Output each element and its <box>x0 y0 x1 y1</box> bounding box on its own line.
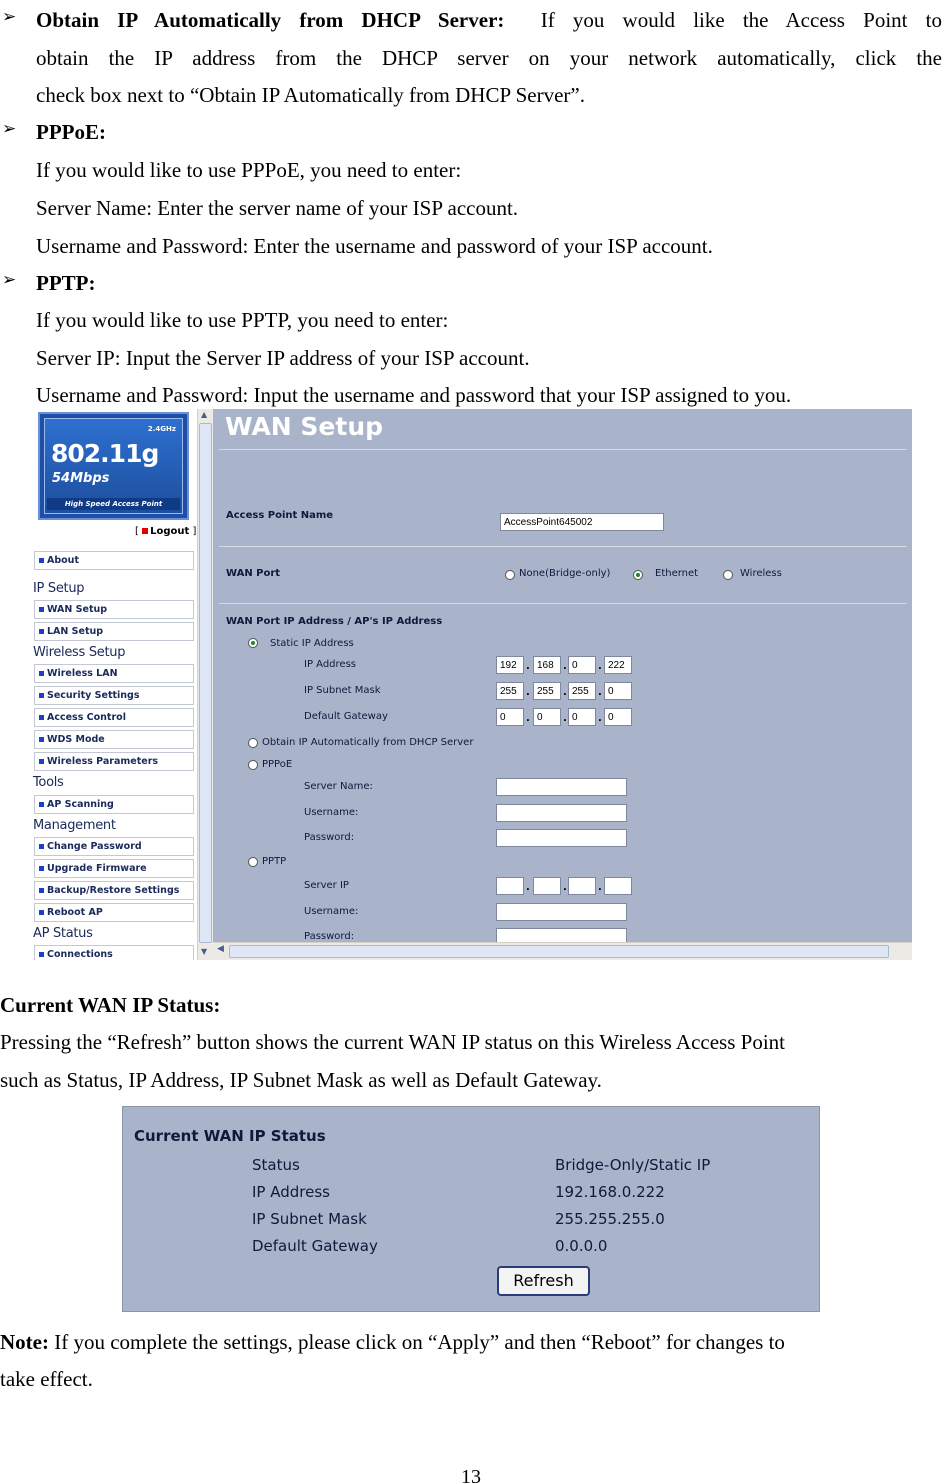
sidebar-scrollbar[interactable] <box>197 409 213 960</box>
password-label: Password: <box>304 832 355 843</box>
gateway-octet-2[interactable] <box>533 708 561 726</box>
wan-port-wireless-radio[interactable] <box>723 570 733 580</box>
wan-port-wireless-label: Wireless <box>740 568 782 579</box>
subnet-octet-2[interactable] <box>533 682 561 700</box>
ip-dot: . <box>526 713 530 724</box>
ip-dot: . <box>563 687 567 698</box>
ip-dot: . <box>598 882 602 893</box>
ip-address-octet-3[interactable] <box>568 656 596 674</box>
page-number: 13 <box>461 1466 481 1484</box>
pppoe-intro: If you would like to use PPPoE, you need to enter: <box>36 158 462 182</box>
logout-icon <box>142 528 148 534</box>
username-label: Username: <box>304 807 359 818</box>
square-bullet-icon <box>39 844 44 849</box>
square-bullet-icon <box>39 715 44 720</box>
status-row-value: Bridge-Only/Static IP <box>555 1156 711 1174</box>
logo <box>38 412 189 520</box>
sidebar-section-ip-setup: IP Setup <box>33 581 85 596</box>
status-row-label: Default Gateway <box>252 1237 378 1255</box>
subnet-label: IP Subnet Mask <box>304 685 381 696</box>
pppoe-userpass: Username and Password: Enter the username and password of your ISP account. <box>36 234 713 258</box>
status-paragraph-line-2: such as Status, IP Address, IP Subnet Mask as well as Default Gateway. <box>0 1068 602 1092</box>
sidebar-section-management: Management <box>33 818 116 833</box>
status-paragraph-line-1: Pressing the “Refresh” button shows the current WAN IP status on this Wireless Access Point <box>0 1030 785 1054</box>
wan-setup-title: WAN Setup <box>225 412 384 441</box>
wan-setup-screenshot <box>31 409 912 960</box>
subnet-octet-3[interactable] <box>568 682 596 700</box>
sidebar-item-upgrade-firmware[interactable]: Upgrade Firmware <box>34 859 194 878</box>
ip-address-octet-1[interactable] <box>496 656 524 674</box>
gateway-octet-1[interactable] <box>496 708 524 726</box>
note-line-1: Note: If you complete the settings, please click on “Apply” and then “Reboot” for changes to <box>0 1330 785 1354</box>
subnet-octet-1[interactable] <box>496 682 524 700</box>
ip-dot: . <box>598 713 602 724</box>
password-input[interactable] <box>496 829 627 847</box>
pppoe-server: Server Name: Enter the server name of your ISP account. <box>36 196 519 220</box>
pppoe-option-label: PPPoE <box>262 759 293 770</box>
pptp-intro: If you would like to use PPTP, you need to enter: <box>36 308 449 332</box>
server-name-input[interactable] <box>496 778 627 796</box>
status-row-label: IP Address <box>252 1183 330 1201</box>
square-bullet-icon <box>39 558 44 563</box>
pppoe-radio[interactable] <box>248 760 258 770</box>
static-ip-label: Static IP Address <box>270 638 354 649</box>
content-scroll-thumb[interactable] <box>229 945 889 958</box>
square-bullet-icon <box>39 952 44 957</box>
sidebar-item-wds-mode[interactable]: WDS Mode <box>34 730 194 749</box>
ip-dot: . <box>598 687 602 698</box>
status-row-value: 0.0.0.0 <box>555 1237 608 1255</box>
logo-ghz: 2.4GHz <box>147 425 176 433</box>
pptp-username-label: Username: <box>304 906 359 917</box>
sidebar-item-access-control[interactable]: Access Control <box>34 708 194 727</box>
logo-tagline: High Speed Access Point <box>47 498 180 510</box>
ap-name-label: Access Point Name <box>226 510 334 521</box>
wan-port-label: WAN Port <box>226 568 281 579</box>
dhcp-paragraph-line-2: obtain the IP address from the DHCP server on your network automatically, click the <box>36 46 942 70</box>
refresh-button[interactable]: Refresh <box>497 1266 590 1296</box>
pppoe-heading: PPPoE: <box>36 120 106 144</box>
wan-port-ethernet-radio[interactable] <box>633 570 643 580</box>
pptp-heading: PPTP: <box>36 271 96 295</box>
square-bullet-icon <box>39 607 44 612</box>
wan-setup-content <box>213 409 912 960</box>
status-row-value: 192.168.0.222 <box>555 1183 665 1201</box>
dhcp-heading: Obtain IP Automatically from DHCP Server: <box>36 8 505 32</box>
sidebar-section-wireless-setup: Wireless Setup <box>33 645 126 660</box>
dhcp-radio[interactable] <box>248 738 258 748</box>
sidebar <box>31 409 197 960</box>
wan-port-none-label: None(Bridge-only) <box>519 568 611 579</box>
sidebar-item-wireless-parameters[interactable]: Wireless Parameters <box>34 752 194 771</box>
square-bullet-icon <box>39 671 44 676</box>
square-bullet-icon <box>39 802 44 807</box>
square-bullet-icon <box>39 910 44 915</box>
ip-address-octet-4[interactable] <box>604 656 632 674</box>
static-ip-radio[interactable] <box>248 638 258 648</box>
pptp-radio[interactable] <box>248 857 258 867</box>
wan-port-none-radio[interactable] <box>505 570 515 580</box>
server-ip-octet-3[interactable] <box>568 877 596 895</box>
pptp-option-label: PPTP <box>262 856 287 867</box>
scroll-down-icon[interactable]: ▼ <box>201 947 208 956</box>
dhcp-option-label: Obtain IP Automatically from DHCP Server <box>262 737 474 748</box>
ip-dot: . <box>563 713 567 724</box>
server-name-label: Server Name: <box>304 781 373 792</box>
square-bullet-icon <box>39 759 44 764</box>
wan-port-ethernet-label: Ethernet <box>655 568 699 579</box>
username-input[interactable] <box>496 804 627 822</box>
sidebar-scroll-thumb[interactable] <box>199 423 212 943</box>
sidebar-section-tools: Tools <box>33 775 64 790</box>
dhcp-paragraph-line-1 <box>36 7 942 33</box>
status-panel-title: Current WAN IP Status <box>134 1127 326 1145</box>
square-bullet-icon <box>39 888 44 893</box>
sidebar-item-backup-restore[interactable]: Backup/Restore Settings <box>34 881 194 900</box>
note-line-2: take effect. <box>0 1367 93 1391</box>
dhcp-paragraph-line-3: check box next to “Obtain IP Automatically from DHCP Server”. <box>36 83 585 107</box>
ip-address-label: IP Address <box>304 659 356 670</box>
ip-dot: . <box>598 661 602 672</box>
pptp-userpass: Username and Password: Input the username and password that your ISP assigned to you. <box>36 383 792 407</box>
status-row-label: Status <box>252 1156 300 1174</box>
logo-standard: 802.11g <box>51 439 159 468</box>
logo-rate: 54Mbps <box>52 471 110 486</box>
wan-ip-status-screenshot <box>122 1106 820 1312</box>
scroll-left-icon[interactable]: ◀ <box>217 944 224 954</box>
sidebar-item-wireless-lan[interactable]: Wireless LAN <box>34 664 194 683</box>
subnet-octet-4[interactable] <box>604 682 632 700</box>
sidebar-section-ap-status: AP Status <box>33 926 93 941</box>
status-row-value: 255.255.255.0 <box>555 1210 665 1228</box>
ip-dot: . <box>563 882 567 893</box>
pptp-username-input[interactable] <box>496 903 627 921</box>
ip-dot: . <box>526 661 530 672</box>
divider <box>219 546 907 547</box>
sidebar-item-change-password[interactable]: Change Password <box>34 837 194 856</box>
ap-name-input[interactable] <box>500 513 664 531</box>
square-bullet-icon <box>39 629 44 634</box>
sidebar-item-wan-setup[interactable]: WAN Setup <box>34 600 194 619</box>
server-ip-label: Server IP <box>304 880 349 891</box>
sidebar-item-ap-scanning[interactable]: AP Scanning <box>34 795 194 814</box>
ip-address-octet-2[interactable] <box>533 656 561 674</box>
pptp-server: Server IP: Input the Server IP address of your ISP account. <box>36 346 530 370</box>
dhcp-line1-rest: If you would like the Access Point to <box>540 8 942 32</box>
content-horizontal-scrollbar[interactable] <box>213 942 912 960</box>
gateway-octet-3[interactable] <box>568 708 596 726</box>
ip-dot: . <box>526 687 530 698</box>
sidebar-item-connections[interactable]: Connections <box>34 945 194 960</box>
arrow-bullet-icon: ➢ <box>2 7 17 27</box>
server-ip-octet-2[interactable] <box>533 877 561 895</box>
ip-dot: . <box>526 882 530 893</box>
sidebar-item-security-settings[interactable]: Security Settings <box>34 686 194 705</box>
status-row-label: IP Subnet Mask <box>252 1210 367 1228</box>
status-heading: Current WAN IP Status: <box>0 993 221 1017</box>
divider <box>219 603 907 604</box>
sidebar-item-about[interactable]: About <box>34 551 194 570</box>
square-bullet-icon <box>39 693 44 698</box>
server-ip-octet-1[interactable] <box>496 877 524 895</box>
pptp-password-label: Password: <box>304 931 355 942</box>
arrow-bullet-icon: ➢ <box>2 270 17 290</box>
ip-section-label: WAN Port IP Address / AP's IP Address <box>226 616 443 627</box>
gateway-octet-4[interactable] <box>604 708 632 726</box>
divider <box>219 449 907 450</box>
arrow-bullet-icon: ➢ <box>2 119 17 139</box>
sidebar-item-lan-setup[interactable]: LAN Setup <box>34 622 194 641</box>
scroll-up-icon[interactable]: ▲ <box>201 410 208 419</box>
square-bullet-icon <box>39 737 44 742</box>
sidebar-item-reboot-ap[interactable]: Reboot AP <box>34 903 194 922</box>
gateway-label: Default Gateway <box>304 711 388 722</box>
server-ip-octet-4[interactable] <box>604 877 632 895</box>
square-bullet-icon <box>39 866 44 871</box>
ip-dot: . <box>563 661 567 672</box>
logout-link[interactable]: [ Logout ] <box>135 526 197 537</box>
